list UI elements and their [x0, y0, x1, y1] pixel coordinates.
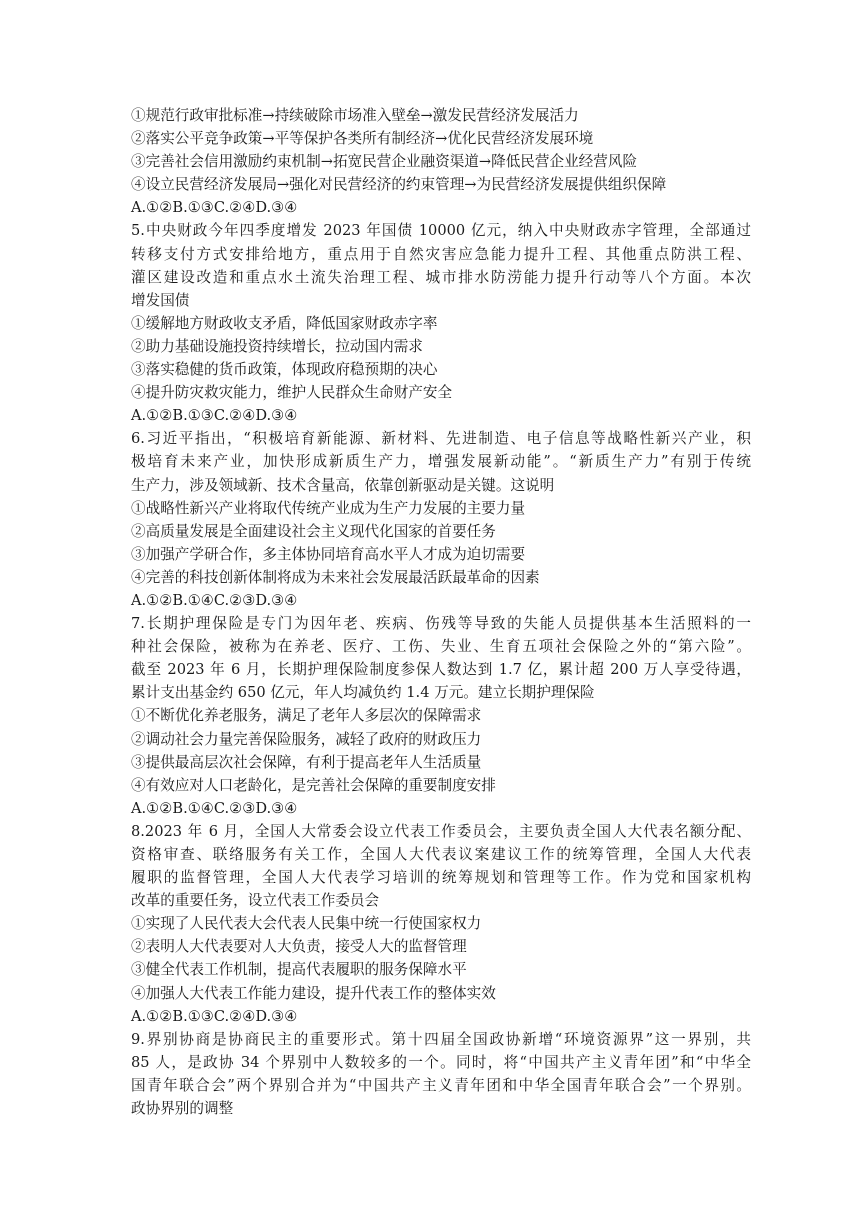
option-line: ③健全代表工作机制，提高代表履职的服务保障水平 [131, 961, 467, 979]
option-line: ①不断优化养老服务，满足了老年人多层次的保障需求 [131, 707, 482, 725]
option-line: ③落实稳健的货币政策，体现政府稳预期的决心 [131, 361, 438, 379]
option-line: ③完善社会信用激励约束机制→拓宽民营企业融资渠道→降低民营企业经营风险 [131, 153, 638, 171]
question-stem-line: 种社会保险，被称为在养老、医疗、工伤、失业、生育五项社会保险之外的“第六险”。 [131, 638, 751, 656]
question-6 [131, 427, 751, 612]
answer-choices: A.①②B.①③C.②④D.③④ [131, 1007, 298, 1025]
question-4-options [131, 104, 751, 219]
question-stem-line: 85 人，是政协 34 个界别中人数较多的一个。同时，将“中国共产主义青年团”和“中华全 [131, 1053, 751, 1071]
question-stem-line: 7.长期护理保险是专门为因年老、疾病、伤残等导致的失能人员提供基本生活照料的一 [131, 615, 751, 633]
question-stem-line: 资格审查、联络服务有关工作，全国人大代表议案建议工作的统筹管理，全国人大代表 [131, 846, 751, 863]
question-stem-line: 改革的重要任务，设立代表工作委员会 [131, 892, 380, 910]
option-line: ③加强产学研合作，多主体协同培育高水平人才成为迫切需要 [131, 545, 526, 563]
option-line: ④有效应对人口老龄化，是完善社会保障的重要制度安排 [131, 776, 496, 794]
option-line: ④加强人大代表工作能力建设，提升代表工作的整体实效 [131, 984, 496, 1002]
answer-choices: A.①②B.①③C.②④D.③④ [131, 199, 298, 217]
option-line: ②落实公平竞争政策→平等保护各类所有制经济→优化民营经济发展环境 [131, 130, 594, 148]
option-line: ①实现了人民代表大会代表人民集中统一行使国家权力 [131, 915, 482, 933]
question-stem-line: 增发国债 [131, 291, 190, 309]
option-line: ④完善的科技创新体制将成为未来社会发展最活跃最革命的因素 [131, 568, 540, 586]
question-stem-line: 累计支出基金约 650 亿元，年人均减负约 1.4 万元。建立长期护理保险 [131, 684, 595, 702]
question-stem-line: 5.中央财政今年四季度增发 2023 年国债 10000 亿元，纳入中央财政赤字管理，全部通过 [131, 222, 751, 240]
option-line: ③提供最高层次社会保障，有利于提高老年人生活质量 [131, 753, 482, 771]
question-7 [131, 612, 751, 820]
question-stem-line: 政协界别的调整 [131, 1100, 234, 1118]
option-line: ②表明人大代表要对人大负责，接受人大的监督管理 [131, 938, 467, 956]
option-line: ②高质量发展是全面建设社会主义现代化国家的首要任务 [131, 522, 496, 540]
question-9 [131, 1028, 751, 1120]
question-stem-line: 截至 2023 年 6 月，长期护理保险制度参保人数达到 1.7 亿，累计超 200 万人享受待遇， [131, 661, 751, 679]
question-stem-line: 转移支付方式安排给地方，重点用于自然灾害应急能力提升工程、其他重点防洪工程、 [131, 245, 751, 263]
option-line: ①缓解地方财政收支矛盾，降低国家财政赤字率 [131, 314, 438, 332]
exam-page [131, 104, 751, 1120]
question-stem-line: 9.界别协商是协商民主的重要形式。第十四届全国政协新增“环境资源界”这一界别，共 [131, 1030, 751, 1048]
question-stem-line: 国青年联合会”两个界别合并为“中国共产主义青年团和中华全国青年联合会”一个界别。 [131, 1076, 751, 1094]
option-line: ④设立民营经济发展局→强化对民营经济的约束管理→为民营经济发展提供组织保障 [131, 176, 667, 194]
question-stem-line: 极培育未来产业，加快形成新质生产力，增强发展新动能”。“新质生产力”有别于传统 [131, 453, 751, 471]
option-line: ②调动社会力量完善保险服务，减轻了政府的财政压力 [131, 730, 482, 748]
question-stem-line: 生产力，涉及领域新、技术含量高，依靠创新驱动是关键。这说明 [131, 476, 555, 494]
answer-choices: A.①②B.①④C.②③D.③④ [131, 591, 298, 609]
question-5 [131, 219, 751, 427]
option-line: ④提升防灾救灾能力，维护人民群众生命财产安全 [131, 384, 453, 402]
answer-choices: A.①②B.①③C.②④D.③④ [131, 407, 298, 425]
option-line: ①规范行政审批标准→持续破除市场准入壁垒→激发民营经济发展活力 [131, 107, 579, 124]
question-8 [131, 820, 751, 1028]
answer-choices: A.①②B.①④C.②③D.③④ [131, 799, 298, 817]
option-line: ②助力基础设施投资持续增长，拉动国内需求 [131, 337, 423, 355]
option-line: ①战略性新兴产业将取代传统产业成为生产力发展的主要力量 [131, 499, 526, 517]
question-stem-line: 8.2023 年 6 月，全国人大常委会设立代表工作委员会，主要负责全国人大代表名额分配、 [131, 822, 751, 840]
question-stem-line: 6.习近平指出，“积极培育新能源、新材料、先进制造、电子信息等战略性新兴产业，积 [131, 430, 751, 448]
question-stem-line: 灌区建设改造和重点水土流失治理工程、城市排水防涝能力提升行动等八个方面。本次 [131, 268, 751, 286]
question-stem-line: 履职的监督管理，全国人大代表学习培训的统筹规划和管理等工作。作为党和国家机构 [131, 869, 751, 887]
